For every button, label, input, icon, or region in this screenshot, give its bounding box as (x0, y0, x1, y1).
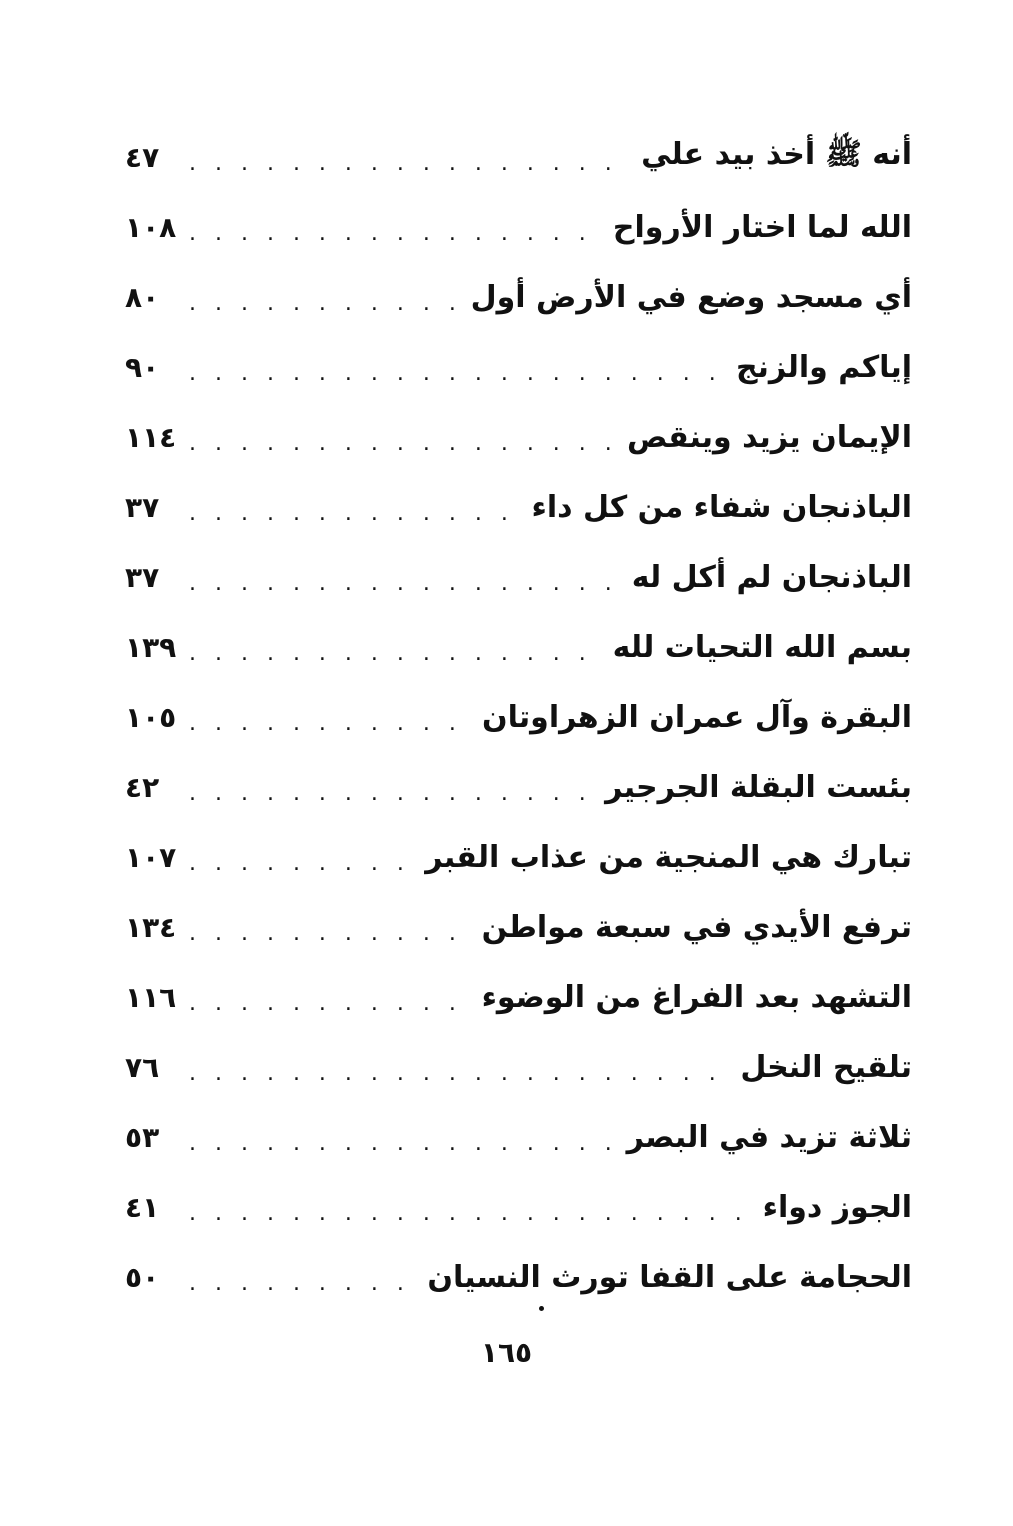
entry-title: الحجامة على القفا تورث النسيان (427, 1259, 912, 1295)
entry-title: البقرة وآل عمران الزهراوتان (482, 699, 912, 735)
dot-leader (189, 781, 593, 806)
index-list (125, 122, 912, 1312)
entry-page-number: ٧٦ (125, 1050, 160, 1084)
index-entry (125, 682, 912, 752)
entry-page-number: ١٣٤ (125, 910, 177, 944)
dot-leader (189, 1271, 415, 1296)
entry-page-number: ١١٤ (125, 420, 177, 454)
index-entry (125, 332, 912, 402)
dot-leader (189, 431, 615, 456)
dot-leader (189, 991, 470, 1016)
entry-title: ترفع الأيدي في سبعة مواطن (481, 909, 912, 945)
entry-page-number: ٤١ (125, 1190, 160, 1224)
entry-title: أي مسجد وضع في الأرض أول (470, 279, 912, 315)
dot-leader (189, 221, 601, 246)
index-entry (125, 262, 912, 332)
dot-leader (189, 711, 470, 736)
entry-page-number: ٣٧ (125, 490, 160, 524)
index-entry (125, 962, 912, 1032)
entry-page-number: ١٠٨ (125, 210, 177, 244)
index-entry (125, 1102, 912, 1172)
entry-page-number: ١١٦ (125, 980, 177, 1014)
index-entry (125, 752, 912, 822)
ink-dot (539, 1306, 544, 1311)
index-entry (125, 472, 912, 542)
entry-title: التشهد بعد الفراغ من الوضوء (481, 979, 912, 1015)
dot-leader (189, 291, 459, 316)
dot-leader (189, 851, 413, 876)
index-entry (125, 612, 912, 682)
dot-leader (189, 361, 724, 386)
entry-page-number: ٥٣ (125, 1120, 160, 1154)
entry-page-number: ٥٠ (125, 1260, 160, 1294)
entry-page-number: ١٣٩ (125, 630, 177, 664)
dot-leader (189, 1061, 728, 1086)
entry-title: الباذنجان لم أكل له (631, 559, 912, 595)
entry-title: إياكم والزنج (736, 349, 912, 385)
entry-title: تلقيح النخل (740, 1049, 912, 1085)
page-number: ١٦٥ (480, 1336, 533, 1369)
index-entry (125, 822, 912, 892)
dot-leader (189, 921, 470, 946)
entry-title: ثلاثة تزيد في البصر (626, 1119, 912, 1155)
entry-title: أنه ﷺ أخذ بيد علي (641, 136, 912, 172)
dot-leader (189, 571, 620, 596)
index-entry (125, 122, 912, 192)
entry-page-number: ٩٠ (125, 350, 160, 384)
entry-title: تبارك هي المنجية من عذاب القبر (425, 839, 912, 875)
index-entry (125, 1172, 912, 1242)
entry-title: الإيمان يزيد وينقص (627, 419, 912, 455)
entry-title: بئست البقلة الجرجير (605, 769, 912, 805)
entry-title: الله لما اختار الأرواح (612, 209, 912, 245)
entry-page-number: ٤٧ (125, 140, 160, 174)
index-entry (125, 192, 912, 262)
entry-title: بسم الله التحيات لله (612, 629, 912, 665)
dot-leader (189, 501, 520, 526)
index-entry (125, 892, 912, 962)
entry-title: الباذنجان شفاء من كل داء (531, 489, 912, 525)
dot-leader (189, 151, 629, 176)
dot-leader (189, 1201, 751, 1226)
entry-page-number: ١٠٧ (125, 840, 177, 874)
index-entry (125, 1242, 912, 1312)
entry-page-number: ٣٧ (125, 560, 160, 594)
entry-page-number: ١٠٥ (125, 700, 177, 734)
index-entry (125, 1032, 912, 1102)
index-entry (125, 402, 912, 472)
entry-page-number: ٨٠ (125, 280, 160, 314)
entry-title: الجوز دواء (762, 1189, 912, 1225)
entry-page-number: ٤٢ (125, 770, 160, 804)
dot-leader (189, 1131, 615, 1156)
index-entry (125, 542, 912, 612)
dot-leader (189, 641, 601, 666)
